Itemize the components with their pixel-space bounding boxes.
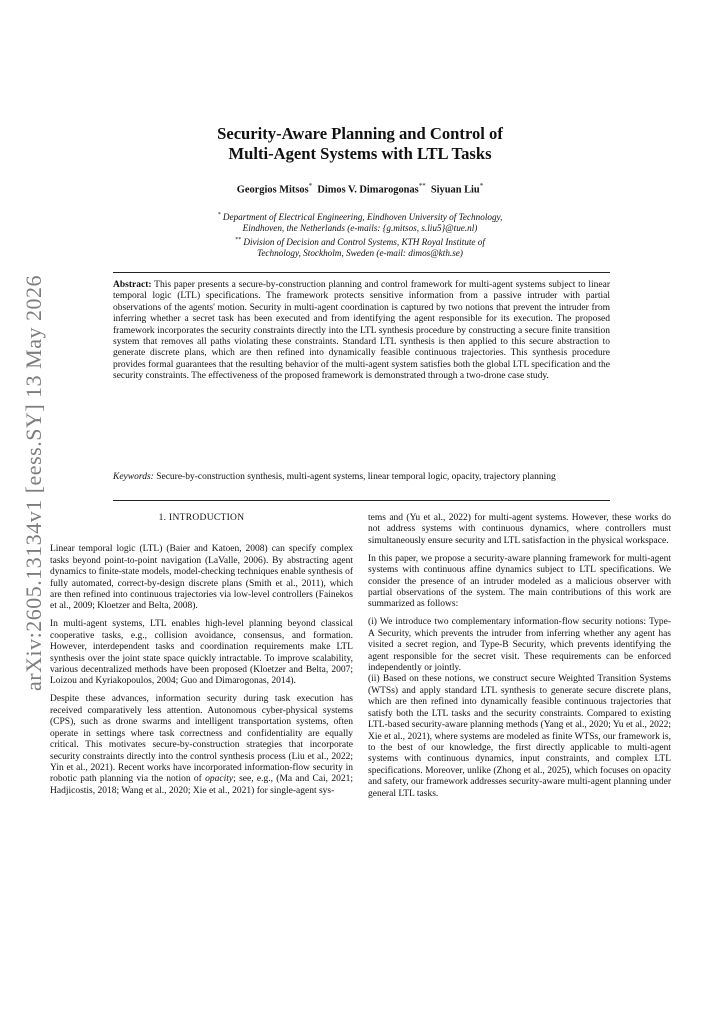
abstract-bottom-rule (113, 500, 610, 501)
emphasis: opacity (205, 774, 234, 785)
paragraph: In this paper, we propose a security-aware planning framework for multi-agent systems with continuous affine dynamics subject to LTL specifications. We consider the presence of an intruder modeled as a malicious observer with partial observations of the system. The main contributions of this work are summarized as follows: (368, 553, 671, 610)
abstract (113, 280, 610, 383)
abstract-text: This paper presents a secure-by-construction planning and control framework for multi-agent systems subject to linear temporal logic (LTL) specifications. The framework protects sensitive information from a passive intruder with partial observations of the agents' motion. Security in multi-agent coordination is captured by two notions that prevent the intruder from inferring whether a secret task has been executed and from identifying the agent responsible for its execution. The proposed framework incorporates the security constraints directly into the LTL synthesis procedure by constructing a secure finite transition system that removes all paths violating these constraints. Standard LTL synthesis is then applied to this secure abstraction to generate discrete plans, which are then refined into dynamically feasible continuous trajectories. This synthesis procedure provides formal guarantees that the resulting behavior of the multi-agent system satisfies both the global LTL specification and the security constraints. The effectiveness of the proposed framework is demonstrated through a two-drone case study. (113, 280, 610, 382)
author-mark: * (479, 182, 484, 190)
paragraph: Linear temporal logic (LTL) (Baier and Katoen, 2008) can specify complex tasks beyond point-to-point navigation (LaValle, 2006). By abstracting agent dynamics to finite-state models, model-checking techniques enable synthesis of fully automated, correct-by-design discrete plans (Smith et al., 2011), which are then refined into continuous trajectories via low-level controllers (Fainekos et al., 2009; Kloetzer and Belta, 2008). (50, 544, 353, 612)
keywords-label: Keywords: (113, 472, 154, 482)
author-name: Georgios Mitsos (236, 184, 309, 196)
paragraph: tems and (Yu et al., 2022) for multi-agent systems. However, these works do not address systems with continuous dynamics, where controllers must simultaneously ensure security and LTL satisfaction in the physical workspace. (368, 513, 671, 546)
author-mark: * (308, 182, 313, 190)
affiliation-mark: ** (235, 236, 242, 243)
right-column (368, 513, 671, 807)
affiliation-1-cont: Eindhoven, the Netherlands (e-mails: {g.mitsos, s.liu5}@tue.nl) (242, 223, 478, 234)
abstract-top-rule (113, 272, 610, 273)
affiliation-1: * Department of Electrical Engineering, Eindhoven University of Technology, (217, 212, 503, 223)
contribution-item: (ii) Based on these notions, we construct secure Weighted Transition Systems (WTSs) and apply standard LTL synthesis to generate secure discrete plans, which are then refined into dynamically feasible continuous trajectories that satisfy both the LTL tasks and the security constraints. Compared to existing LTL-based security-aware planning methods (Yang et al., 2020; Yu et al., 2022; Xie et al., 2021), where systems are modeled as finite WTSs, our framework is, to the best of our knowledge, the first directly applicable to multi-agent systems with continuous dynamics, input constraints, and complex LTL specifications. Moreover, unlike (Zhong et al., 2025), which focuses on opacity and safety, our framework addresses security-aware multi-agent planning under general LTL tasks. (368, 674, 671, 799)
affiliation-2-cont: Technology, Stockholm, Sweden (e-mail: dimos@kth.se) (257, 248, 463, 259)
affiliation-2: ** Division of Decision and Control Systems, KTH Royal Institute of (235, 236, 485, 247)
keywords-text: Secure-by-construction synthesis, multi-agent systems, linear temporal logic, opacity, trajectory planning (156, 472, 556, 482)
author-name: Siyuan Liu (430, 184, 480, 196)
paragraph: In multi-agent systems, LTL enables high-level planning beyond classical cooperative tasks, e.g., collision avoidance, consensus, and formation. However, interdependent tasks and coordination requirements make LTL synthesis over the joint state space quickly intractable. To improve scalability, various decentralized methods have been proposed (Kloetzer and Belta, 2007; Loizou and Kyriakopoulos, 2004; Guo and Dimarogonas, 2014). (50, 619, 353, 687)
contribution-item: (i) We introduce two complementary information-flow security notions: Type-A Security, which prevents the intruder from inferring whether any agent has visited a secret region, and Type-B Security, which prevents identifying the agent responsible for the secret visit. These requirements can be enforced independently or jointly. (368, 617, 671, 674)
left-column (50, 513, 353, 804)
author-name: Dimos V. Dimarogonas (317, 184, 419, 196)
abstract-label: Abstract: (113, 280, 152, 290)
keywords (113, 471, 610, 483)
affiliation-mark: * (217, 212, 221, 218)
title-line-1: Security-Aware Planning and Control of (217, 124, 503, 143)
title-line-2: Multi-Agent Systems with LTL Tasks (228, 144, 492, 163)
author-list (110, 182, 610, 195)
paper-title (110, 124, 610, 164)
arxiv-identifier-stamp (21, 274, 46, 691)
section-heading: 1. INTRODUCTION (158, 513, 245, 523)
author-mark: ** (418, 182, 426, 190)
affiliations (120, 210, 600, 260)
paragraph: Despite these advances, information security during task execution has received comparatively less attention. Autonomous cyber-physical systems (CPS), such as drone swarms and intelligent transportation systems, often operate in settings where task correctness and confidentiality are equally critical. This motivates secure-by-construction strategies that incorporate security constraints directly into the control synthesis process (Liu et al., 2022; Yin et al., 2021). Recent works have incorporated information-flow security in robotic path planning via the notion of opacity; see, e.g., (Ma and Cai, 2021; Hadjicostis, 2018; Wang et al., 2020; Xie et al., 2021) for single-agent sys- (50, 694, 353, 796)
arxiv-stamp-text: arXiv:2605.13134v1 [eess.SY] 13 May 2026 (21, 274, 46, 691)
